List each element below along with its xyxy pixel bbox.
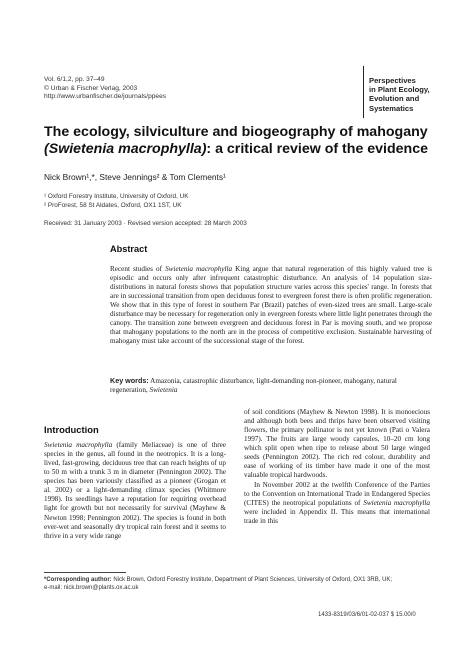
journal-name-line: in Plant Ecology, (369, 85, 430, 95)
journal-name-line: Evolution and (369, 94, 420, 104)
abstract-heading: Abstract (110, 244, 148, 254)
footnote-divider (44, 572, 126, 573)
keywords-species: Swietenia (149, 386, 178, 395)
intro-right-species: Swietenia macrophylla (363, 498, 430, 507)
introduction-heading: Introduction (44, 424, 99, 435)
corresponding-author-line (44, 576, 444, 584)
author-list: Nick Brown¹,*, Steve Jennings² & Tom Clements¹ (44, 172, 226, 182)
issn-line: 1433-8319/03/6/01-02-037 $ 15.00/0 (318, 612, 416, 618)
abstract-text-body: King argue that natural regeneration of this highly valued tree is episodic and occurs only after infrequent catastrophic disturbance. An analysis of 14 population size-distributions in natural forests shows that population structure varies across this species' range. In forests that are in successional transition from open deciduous forest to evergreen forest there is often prolific regeneration. We show that in this type of forest in southern Par (Brazil) patches of even-sized trees are small. Large-scale disturbance may be necessary for regeneration only in evergreen forests where little light penetrates through the canopy. The transition zone between evergreen and deciduous forest in Par is moving south, and we propose that mahogany populations to the north are in the process of competitive exclusion. Sustainable harvesting of mahogany must take account of the successional stage of the forest. (110, 265, 432, 346)
header-divider (363, 66, 364, 118)
affiliation-1: ¹ Oxford Forestry Institute, University of Oxford, UK (44, 193, 189, 200)
citation-url: http://www.urbanfischer.de/journals/ppees (44, 93, 167, 101)
keywords-label: Key words: (110, 376, 149, 385)
citation-publisher: © Urban & Fischer Verlag, 2003 (44, 84, 138, 92)
intro-right-text-b: were included in Appendix II. This means that international trade in this (244, 507, 430, 525)
citation-volume: Vol. 6/1,2, pp. 37–49 (44, 76, 105, 83)
affiliation-2: ² ProForest, 58 St Aldates, Oxford, OX1 1ST, UK (44, 202, 182, 209)
citation-block (44, 76, 166, 102)
intro-right-paragraph-1: of soil conditions (Mayhew & Newton 1998). It is monoecious and although both bees and thrips have been observed visiting flowers, the primary pollinator is not yet known (Pati o Valera 1997). The fruits are large woody capsules, 10–20 cm long which split open when ripe to release about 50 large winged seeds (Pennington 2002). The rich red colour, durability and ease of working of its timber have made it one of the most valuable tropical hardwoods. (244, 408, 430, 480)
intro-left-text: (family Meliaceae) is one of three species in the genus, all found in the neotropics. It is a long-lived, fast-growing, deciduous tree that can reach heights of up to 50 m with a trunk 3 m in diameter (Pennington 2002). The species has been variously classified as a pioneer (Grogan et al. 2002) or a light-demanding climax species (Whitmore 1998). Its seedlings have a reputation for requiring overhead light for growth but not necessarily for survival (Mayhew & Newton 1998; Pennington 2002). The species is found in both ever-wet and seasonally dry tropical rain forest and it seems to thrive in a very wide range (44, 441, 226, 540)
journal-name-line: Perspectives (369, 76, 416, 85)
affiliations (44, 192, 189, 210)
corresponding-label: *Corresponding author: (44, 577, 112, 583)
received-dates: Received: 31 January 2003 · Revised version accepted: 28 March 2003 (44, 220, 247, 227)
journal-name-line: Systematics (369, 103, 414, 113)
keywords-text: Amazonia, catastrophic disturbance, light-demanding non-pioneer, mahogany, natural regeneration, (110, 377, 397, 395)
intro-species: Swietenia macrophylla (44, 441, 113, 449)
intro-right-text-a: In November 2002 at the twelfth Conference of the Parties to the Convention on International Trade in Endangered Species (CITES) the neotropical populations of (244, 480, 430, 507)
journal-name (369, 76, 469, 113)
abstract-text (110, 265, 432, 346)
intro-right-paragraph-2 (244, 481, 430, 526)
article-title (44, 124, 444, 158)
abstract-text-prefix: Recent studies of (110, 265, 166, 273)
title-line-1: The ecology, silviculture and biogeography of mahogany (44, 124, 428, 140)
corresponding-email[interactable]: e-mail: nick.brown@plants.ox.ac.uk (44, 585, 139, 592)
corresponding-text: Nick Brown, Oxford Forestry Institute, Department of Plant Sciences, University of Oxford, OX1 3RB, UK; (111, 577, 393, 583)
corresponding-author-footnote (44, 576, 444, 593)
introduction-left-column (44, 441, 226, 541)
keywords (110, 376, 432, 395)
title-species: (Swietenia macrophylla) (44, 141, 207, 157)
introduction-right-column (244, 408, 430, 526)
title-line-2 (44, 141, 444, 158)
abstract-species: Swietenia macrophylla (165, 265, 233, 273)
title-rest: : a critical review of the evidence (206, 141, 428, 157)
